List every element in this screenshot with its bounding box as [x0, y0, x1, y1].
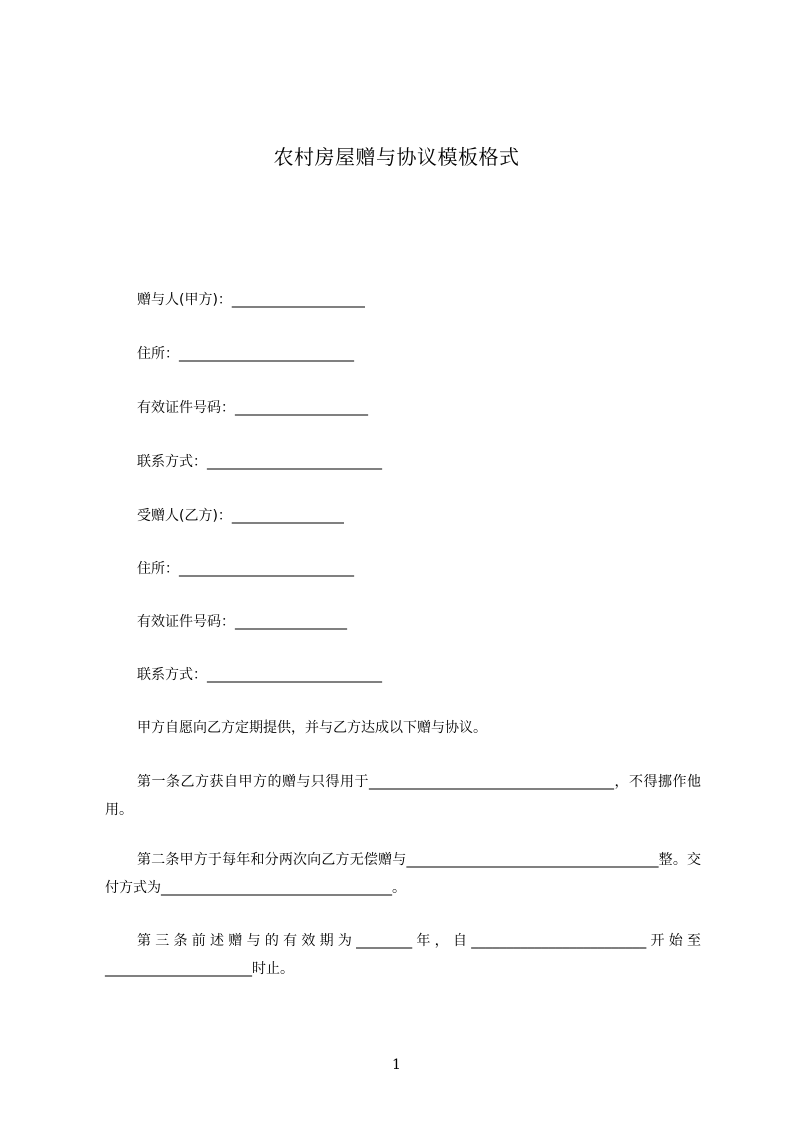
recipient-name-field: 受赠人(乙方)：________________ [137, 508, 344, 524]
donor-name-field: 赠与人(甲方)：___________________ [137, 292, 365, 308]
intro-paragraph: 甲方自愿向乙方定期提供，并与乙方达成以下赠与协议。 [137, 720, 487, 736]
recipient-contact-field: 联系方式：_________________________ [137, 667, 382, 683]
donor-contact-field: 联系方式：_________________________ [137, 454, 382, 470]
article-3: 第三条前述赠与的有效期为________年，自_________________________开始至_____________________时止。 [105, 933, 701, 977]
article-2: 第二条甲方于每年和分两次向乙方无偿赠与____________________________________整。交付方式为_________________________________。 [105, 852, 701, 896]
document-title: 农村房屋赠与协议模板格式 [273, 145, 520, 169]
recipient-id-field: 有效证件号码：________________ [137, 614, 347, 630]
donor-address-field: 住所：_________________________ [137, 346, 354, 362]
article-1: 第一条乙方获自甲方的赠与只得用于___________________________________，不得挪作他用。 [105, 774, 701, 818]
donor-id-field: 有效证件号码：___________________ [137, 400, 368, 416]
page-number: 1 [392, 1057, 401, 1073]
recipient-address-field: 住所：_________________________ [137, 561, 354, 577]
